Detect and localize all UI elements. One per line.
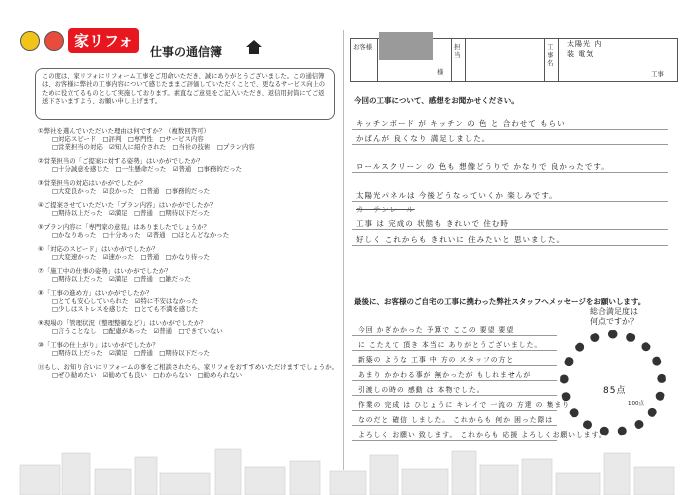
question: ⑦「施工中の仕事の姿勢」はいかがでしたか？	[38, 267, 172, 275]
answer-options[interactable]: □大変速かった ☑速かった □普通 □かなり待った	[52, 253, 211, 261]
staff-message-title: 最後に、お客様のご自宅の工事に携わった弊社スタッフへメッセージをお願いします。	[354, 297, 646, 306]
answer-options[interactable]: □ぜひ勧めたい ☑勧めても良い □わからない □勧められない	[52, 371, 242, 379]
intro-text: この度は、家リフォにリフォーム工事をご用命いただき、誠にありがとうございました。この通信簿は、お客様に弊社の工事内容について感じたままご評価していただくことで、更なるサービス向上のために役立てるものとして実施しております。素直なご意見をご記入いただき、返信用封筒にてご返送下さいますよう、お願い申し上げます。	[35, 68, 335, 120]
mascot-icon	[20, 31, 40, 51]
mascot-icon	[44, 31, 64, 51]
handwritten-line: 今回 かぎかかった 予算で ここの 要望 要望	[358, 326, 515, 334]
handwritten-line: かばんが 良くなり 満足しました。	[356, 134, 491, 143]
answer-options[interactable]: □かなりあった □十分あった ☑普通 □ほとんどなかった	[52, 231, 230, 239]
work-suffix: 工事	[651, 70, 664, 78]
answer-options[interactable]: □期待以上だった ☑満足 □普通 □期待以下だった	[52, 209, 211, 217]
answer-options[interactable]: □少しはストレスを感じた □とても不満を感じた	[52, 305, 199, 313]
handwritten-line: あまり かかわる事が 無かったが もしれませんが	[358, 371, 532, 379]
handwritten-line: 太陽光パネルは 今後どうなっていくか 楽しみです。	[356, 191, 558, 200]
handwritten-line: キッチンボード が キッチン の 色 と 合わせて もらい	[356, 119, 566, 128]
handwritten-line: ロールスクリーン の 色も 想像どうりで かなりで 良かったです。	[356, 162, 610, 171]
handwritten-line: 作業の 完成 は ひじょうに キレイで 一流の 方達 の 集まり	[358, 401, 571, 409]
handwritten-line: に こたえて 頂き 本当に ありがとうございました。	[358, 341, 543, 349]
customer-label: お客様	[353, 43, 373, 51]
satisfaction-score: 85点	[603, 386, 627, 396]
manager-label: 担当	[454, 43, 461, 59]
question: ⑩「工事の仕上がり」はいかがでしたか？	[38, 341, 159, 349]
answer-options[interactable]: □十分誠意を感じた □一生懸命だった ☑普通 □事務的だった	[52, 165, 242, 173]
honorific: 様	[437, 68, 444, 76]
question: ⑪もし、お知り合いにリフォームの事をご相談されたら、家リフォをおすすめいただけますでしょうか。	[38, 363, 338, 371]
satisfaction-label-line1: 総合満足度は	[590, 307, 638, 316]
townscape-illustration	[0, 435, 700, 495]
answer-options[interactable]: □期待以上だった ☑満足 □普通 □期待以下だった	[52, 349, 211, 357]
handwritten-line: よろしく お願い 致します。 これからも 応援 よろしくお願いします。	[358, 431, 607, 439]
answer-options[interactable]: □とても安心していられた ☑特に不安はなかった	[52, 297, 198, 305]
question: ⑨現場の「管理状況（整理整頓など）」はいかがでしたか？	[38, 319, 207, 327]
house-icon	[246, 40, 262, 54]
satisfaction-label	[590, 307, 638, 327]
handwritten-line: なのだと 確信 しました。 これからも 何か 困った際は	[358, 416, 554, 424]
impressions-area	[352, 108, 670, 278]
brand-logo	[20, 28, 139, 53]
answer-options[interactable]: □大変良かった ☑良かった □普通 □事務的だった	[52, 187, 211, 195]
handwritten-line: 引渡しの時の 感動 は 本物でした。	[358, 386, 485, 394]
satisfaction-label-line2: 何点ですか？	[590, 317, 638, 326]
impressions-title: 今回の工事について、感想をお聞かせください。	[354, 96, 519, 105]
question: ⑥「対応のスピード」はいかがでしたか？	[38, 245, 159, 253]
score-max: 100点	[628, 401, 644, 407]
struck-text: カーテンレール	[356, 205, 415, 214]
handwritten-line: 好しく これからも きれいに 住みたいと 思いました。	[356, 235, 566, 244]
redacted-name	[379, 32, 433, 60]
handwritten-line: 新築の ような 工事 中 方の スタッフの方と	[358, 356, 515, 364]
work-name-handwritten: 太陽光 内装 電気	[567, 40, 603, 58]
answer-options[interactable]: □期待以上だった ☑満足 □普通 □雑だった	[52, 275, 191, 283]
handwritten-line: 工事 は 完成の 状態も きれいで 住む時	[356, 219, 509, 228]
answer-options[interactable]: □言うことなし □配慮があった ☑普通 □できていない	[52, 327, 223, 335]
page-title: 仕事の通信簿	[150, 45, 223, 59]
column-divider	[343, 30, 344, 470]
brand-name: 家リフォ	[68, 28, 139, 53]
question: ⑧「工事の進め方」はいかがでしたか？	[38, 289, 153, 297]
question: ③営業担当の対応はいかがでしたか？	[38, 179, 146, 187]
answer-options[interactable]: □営業担当の対応 ☑知人に紹介された □当社の技術 □プラン内容	[52, 143, 255, 151]
question-list	[38, 127, 338, 379]
question: ①弊社を選んでいただいた理由は何ですか？（複数回答可）	[38, 127, 210, 135]
answer-options[interactable]: □対応スピード □評判 □専門性 □サービス内容	[52, 135, 204, 143]
question: ②営業担当の「ご提案に対する姿勢」はいかがでしたか？	[38, 157, 204, 165]
question: ④ご提案させていただいた「プラン内容」はいかがでしたか？	[38, 201, 217, 209]
question: ⑤プラン内容に「専門家の意見」はありましたでしょうか？	[38, 223, 210, 231]
work-label: 工事名	[547, 43, 554, 67]
